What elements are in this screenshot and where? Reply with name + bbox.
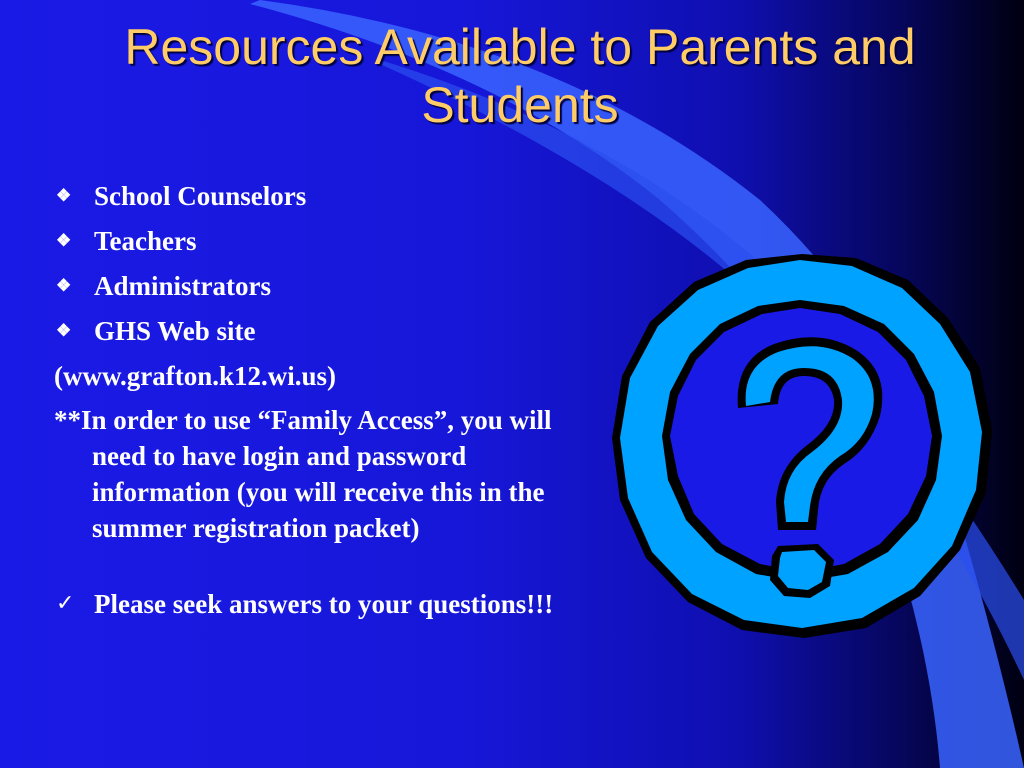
website-url: (www.grafton.k12.wi.us) bbox=[54, 361, 337, 391]
family-access-note: **In order to use “Family Access”, you will need to have login and password information (you will receive this in the summer registration packet) bbox=[54, 405, 552, 543]
check-item bbox=[54, 586, 574, 622]
checkmark-icon: ✓ bbox=[56, 591, 75, 616]
list-item-text: Administrators bbox=[94, 271, 271, 301]
diamond-bullet-icon: ❖ bbox=[56, 321, 72, 340]
list-item-text: GHS Web site bbox=[94, 316, 256, 346]
question-mark-icon bbox=[608, 248, 996, 640]
list-item-text: School Counselors bbox=[94, 181, 307, 211]
check-item-text: Please seek answers to your questions!!! bbox=[94, 589, 554, 619]
list-item bbox=[54, 178, 574, 223]
list-item bbox=[54, 223, 574, 268]
diamond-bullet-icon: ❖ bbox=[56, 231, 72, 250]
list-item bbox=[54, 313, 574, 358]
diamond-bullet-icon: ❖ bbox=[56, 276, 72, 295]
bullet-list bbox=[54, 178, 574, 622]
slide-title: Resources Available to Parents and Students bbox=[124, 19, 916, 133]
diamond-bullet-icon: ❖ bbox=[56, 186, 72, 205]
list-item-text: Teachers bbox=[94, 226, 197, 256]
list-item bbox=[54, 268, 574, 313]
